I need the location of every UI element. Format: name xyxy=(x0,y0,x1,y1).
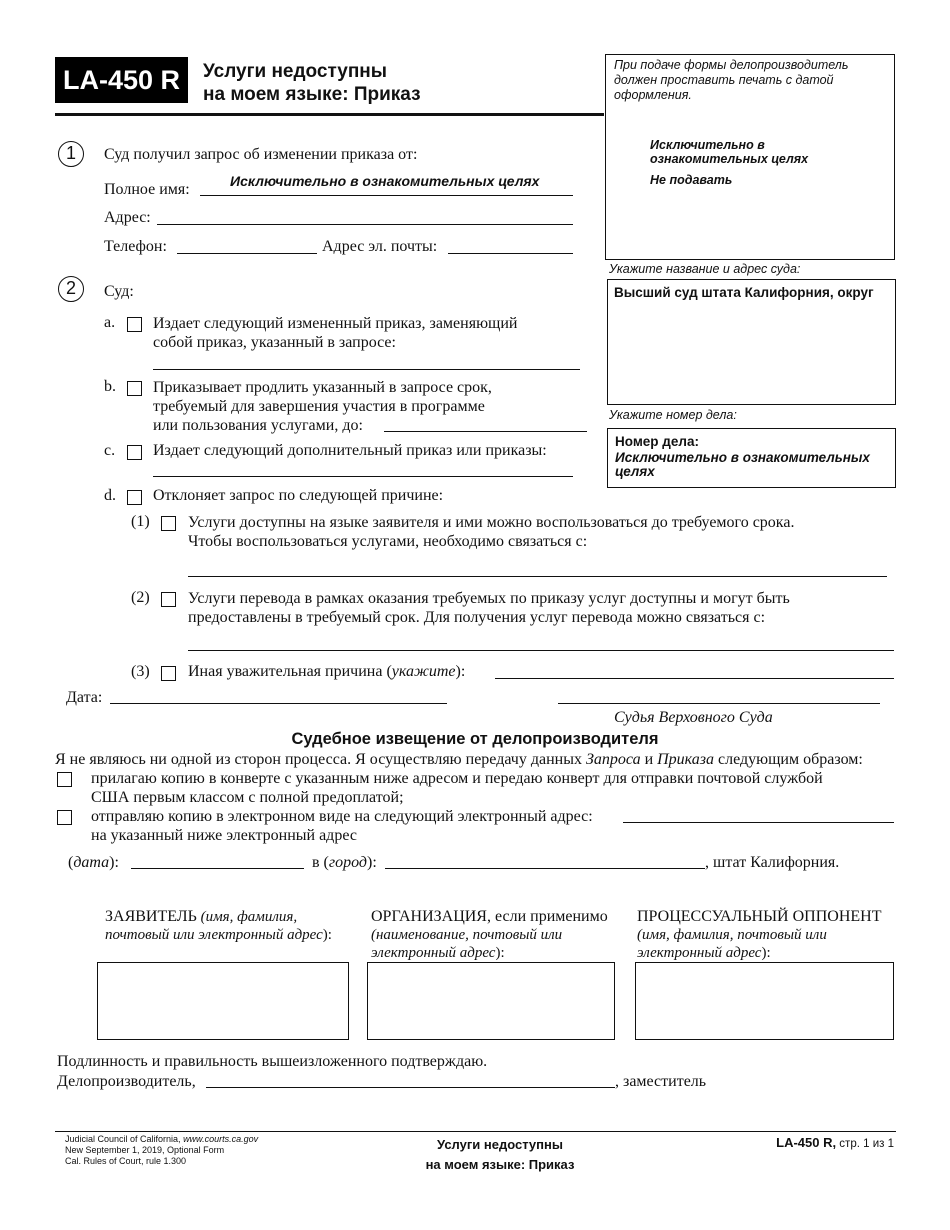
email-option-line2: на указанный ниже электронный адрес xyxy=(91,827,357,844)
stamp-instruction-line2: должен проставить печать с датой xyxy=(614,73,834,87)
court-name-box[interactable] xyxy=(607,279,896,405)
stamp-info-line1: Исключительно в xyxy=(650,138,765,152)
option-b-line1: Приказывает продлить указанный в запросе срок, xyxy=(153,379,492,396)
notice-city-field[interactable] xyxy=(385,868,705,869)
option-d-checkbox[interactable] xyxy=(127,490,142,505)
phone-field[interactable] xyxy=(177,253,317,254)
option-c-field[interactable] xyxy=(153,476,573,477)
item-1-number: 1 xyxy=(58,141,84,167)
case-number-box[interactable] xyxy=(607,428,896,488)
reason-2-line1: Услуги перевода в рамках оказания требуемых по приказу услуг доступны и могут быть xyxy=(188,590,790,607)
option-c-line1: Издает следующий дополнительный приказ или приказы: xyxy=(153,442,547,459)
notice-date-label xyxy=(68,854,119,872)
reason-1-contact-field[interactable] xyxy=(188,576,887,577)
party-petitioner-sub1: почтовый или электронный адрес xyxy=(105,927,323,943)
date-close: ): xyxy=(109,854,119,871)
clerk-notice-intro xyxy=(55,751,863,769)
party-petitioner-label xyxy=(105,908,332,944)
footer-page-count: стр. 1 из 1 xyxy=(836,1138,894,1150)
option-b-line2: требуемый для завершения участия в программе xyxy=(153,398,485,415)
party-organization-title: ОРГАНИЗАЦИЯ, если применимо xyxy=(371,908,608,925)
city-close: ): xyxy=(367,854,377,871)
footer-title-line2: на моем языке: Приказ xyxy=(425,1157,575,1172)
judge-label: Судья Верховного Суда xyxy=(614,709,773,726)
order-date-label: Дата: xyxy=(66,689,103,706)
notice-city-label xyxy=(312,854,377,872)
party-petitioner-box[interactable] xyxy=(97,962,349,1040)
case-box-label: Укажите номер дела: xyxy=(609,408,737,422)
party-respondent-sub2-end: ): xyxy=(761,945,771,961)
certify-line: Подлинность и правильность вышеизложенного подтверждаю. xyxy=(57,1053,488,1070)
address-label: Адрес: xyxy=(104,209,151,226)
option-a-line2: собой приказ, указанный в запросе: xyxy=(153,334,396,351)
email-option-line1: отправляю копию в электронном виде на следующий электронный адрес: xyxy=(91,808,593,825)
address-field[interactable] xyxy=(157,224,573,225)
reason-3-end: ): xyxy=(455,663,466,680)
clerk-label: Делопроизводитель, xyxy=(57,1073,196,1090)
order-date-field[interactable] xyxy=(110,703,447,704)
email-label: Адрес эл. почты: xyxy=(322,238,438,255)
mail-option-checkbox[interactable] xyxy=(57,772,72,787)
item-2-number: 2 xyxy=(58,276,84,302)
reason-2-checkbox[interactable] xyxy=(161,592,176,607)
reason-3-checkbox[interactable] xyxy=(161,666,176,681)
footer-rule-ref: Cal. Rules of Court, rule 1.300 xyxy=(65,1156,187,1166)
footer-page xyxy=(776,1135,894,1150)
footer-title xyxy=(370,1135,630,1175)
party-respondent-box[interactable] xyxy=(635,962,894,1040)
footer-rule xyxy=(55,1131,896,1132)
option-c-letter: c. xyxy=(104,442,116,459)
email-option-checkbox[interactable] xyxy=(57,810,72,825)
party-petitioner-title: ЗАЯВИТЕЛЬ xyxy=(105,908,197,925)
clerk-name-field[interactable] xyxy=(206,1087,615,1088)
case-number-title: Номер дела: xyxy=(615,434,699,449)
clerk-email-field[interactable] xyxy=(623,822,894,823)
option-d-letter: d. xyxy=(104,487,116,504)
item-1-intro: Суд получил запрос об изменении приказа от: xyxy=(104,146,418,163)
intro-part-a: Я не являюсь ни одной из сторон процесса. Я осуществляю передачу данных xyxy=(55,751,586,768)
footer-form-id: LA-450 R, xyxy=(776,1135,837,1150)
option-a-letter: a. xyxy=(104,314,116,331)
option-c-checkbox[interactable] xyxy=(127,445,142,460)
full-name-value: Исключительно в ознакомительных целях xyxy=(230,173,540,189)
notice-date-field[interactable] xyxy=(131,868,304,869)
footer-revision: New September 1, 2019, Optional Form xyxy=(65,1145,225,1155)
date-word: дата xyxy=(73,854,110,871)
party-petitioner-sub1-end: ): xyxy=(322,927,332,943)
footer-website: www.courts.ca.gov xyxy=(183,1134,259,1144)
option-d-line1: Отклоняет запрос по следующей причине: xyxy=(153,487,444,504)
reason-3-text: Иная уважительная причина ( xyxy=(188,663,392,680)
court-label: Суд: xyxy=(104,283,134,300)
form-id-badge: LA-450 R xyxy=(55,57,188,103)
case-number-value-line1: Исключительно в ознакомительных xyxy=(615,450,870,465)
city-prefix: в ( xyxy=(312,854,329,871)
clerk-stamp-box[interactable] xyxy=(605,54,895,260)
party-organization-sub1: (наименование, почтовый или xyxy=(371,927,563,943)
party-respondent-sub2: электронный адрес xyxy=(637,945,762,961)
option-b-letter: b. xyxy=(104,378,116,395)
reason-1-line2: Чтобы воспользоваться услугами, необходимо связаться с: xyxy=(188,533,588,550)
form-title xyxy=(203,60,421,106)
stamp-info-line2: ознакомительных целях xyxy=(650,152,809,166)
reason-3-number: (3) xyxy=(131,663,150,680)
reason-2-number: (2) xyxy=(131,589,150,606)
reason-3-field[interactable] xyxy=(495,678,894,679)
email-field[interactable] xyxy=(448,253,573,254)
option-b-date-field[interactable] xyxy=(384,431,587,432)
form-title-line2: на моем языке: Приказ xyxy=(203,84,421,105)
court-box-label: Укажите название и адрес суда: xyxy=(609,262,801,276)
stamp-do-not-file: Не подавать xyxy=(650,173,733,187)
party-organization-box[interactable] xyxy=(367,962,615,1040)
party-petitioner-title-rest: (имя, фамилия, xyxy=(196,909,298,925)
full-name-field[interactable] xyxy=(200,195,573,196)
reason-1-line1: Услуги доступны на языке заявителя и ими можно воспользоваться до требуемого срока. xyxy=(188,514,795,531)
court-name-value: Высший суд штата Калифорния, округ xyxy=(614,285,874,300)
party-respondent-label xyxy=(637,908,881,962)
reason-2-contact-field[interactable] xyxy=(188,650,894,651)
form-title-line1: Услуги недоступны xyxy=(203,61,387,82)
option-a-field[interactable] xyxy=(153,369,580,370)
date-open: ( xyxy=(68,854,74,871)
clerk-notice-heading: Судебное извещение от делопроизводителя xyxy=(291,730,659,748)
reason-1-checkbox[interactable] xyxy=(161,516,176,531)
reason-3-italic: укажите xyxy=(391,663,456,680)
footer-left xyxy=(65,1134,258,1167)
mail-option-line1: прилагаю копию в конверте с указанным ниже адресом и передаю конверт для отправки почтовой службой xyxy=(91,770,823,787)
intro-request: Запроса xyxy=(585,751,641,768)
option-b-line3: или пользования услугами, до: xyxy=(153,417,363,434)
stamp-instruction-line1: При подаче формы делопроизводитель xyxy=(614,58,849,72)
judge-signature-field[interactable] xyxy=(558,703,880,704)
party-respondent-sub1: (имя, фамилия, почтовый или xyxy=(637,927,827,943)
mail-option-line2: США первым классом с полной предоплатой; xyxy=(91,789,404,806)
reason-1-number: (1) xyxy=(131,513,150,530)
intro-order: Приказа xyxy=(657,751,715,768)
party-respondent-title: ПРОЦЕССУАЛЬНЫЙ ОППОНЕНТ xyxy=(637,908,882,925)
city-word: город xyxy=(328,854,368,871)
intro-part-b: и xyxy=(640,751,658,768)
footer-council: Judicial Council of California, xyxy=(65,1134,184,1144)
footer-title-line1: Услуги недоступны xyxy=(437,1137,563,1152)
reason-3-label xyxy=(188,663,465,681)
notice-state: , штат Калифорния. xyxy=(705,854,840,871)
party-organization-sub2-end: ): xyxy=(495,945,505,961)
full-name-label: Полное имя: xyxy=(104,181,190,198)
intro-part-c: следующим образом: xyxy=(714,751,863,768)
option-b-checkbox[interactable] xyxy=(127,381,142,396)
deputy-label: , заместитель xyxy=(615,1073,707,1090)
party-organization-label xyxy=(371,908,608,962)
party-organization-sub2: электронный адрес xyxy=(371,945,496,961)
case-number-value-line2: целях xyxy=(615,464,655,479)
reason-2-line2: предоставлены в требуемый срок. Для получения услуг перевода можно связаться с: xyxy=(188,609,766,626)
phone-label: Телефон: xyxy=(104,238,167,255)
header-rule xyxy=(55,113,604,116)
stamp-instruction-line3: оформления. xyxy=(614,88,692,102)
option-a-checkbox[interactable] xyxy=(127,317,142,332)
option-a-line1: Издает следующий измененный приказ, заменяющий xyxy=(153,315,518,332)
